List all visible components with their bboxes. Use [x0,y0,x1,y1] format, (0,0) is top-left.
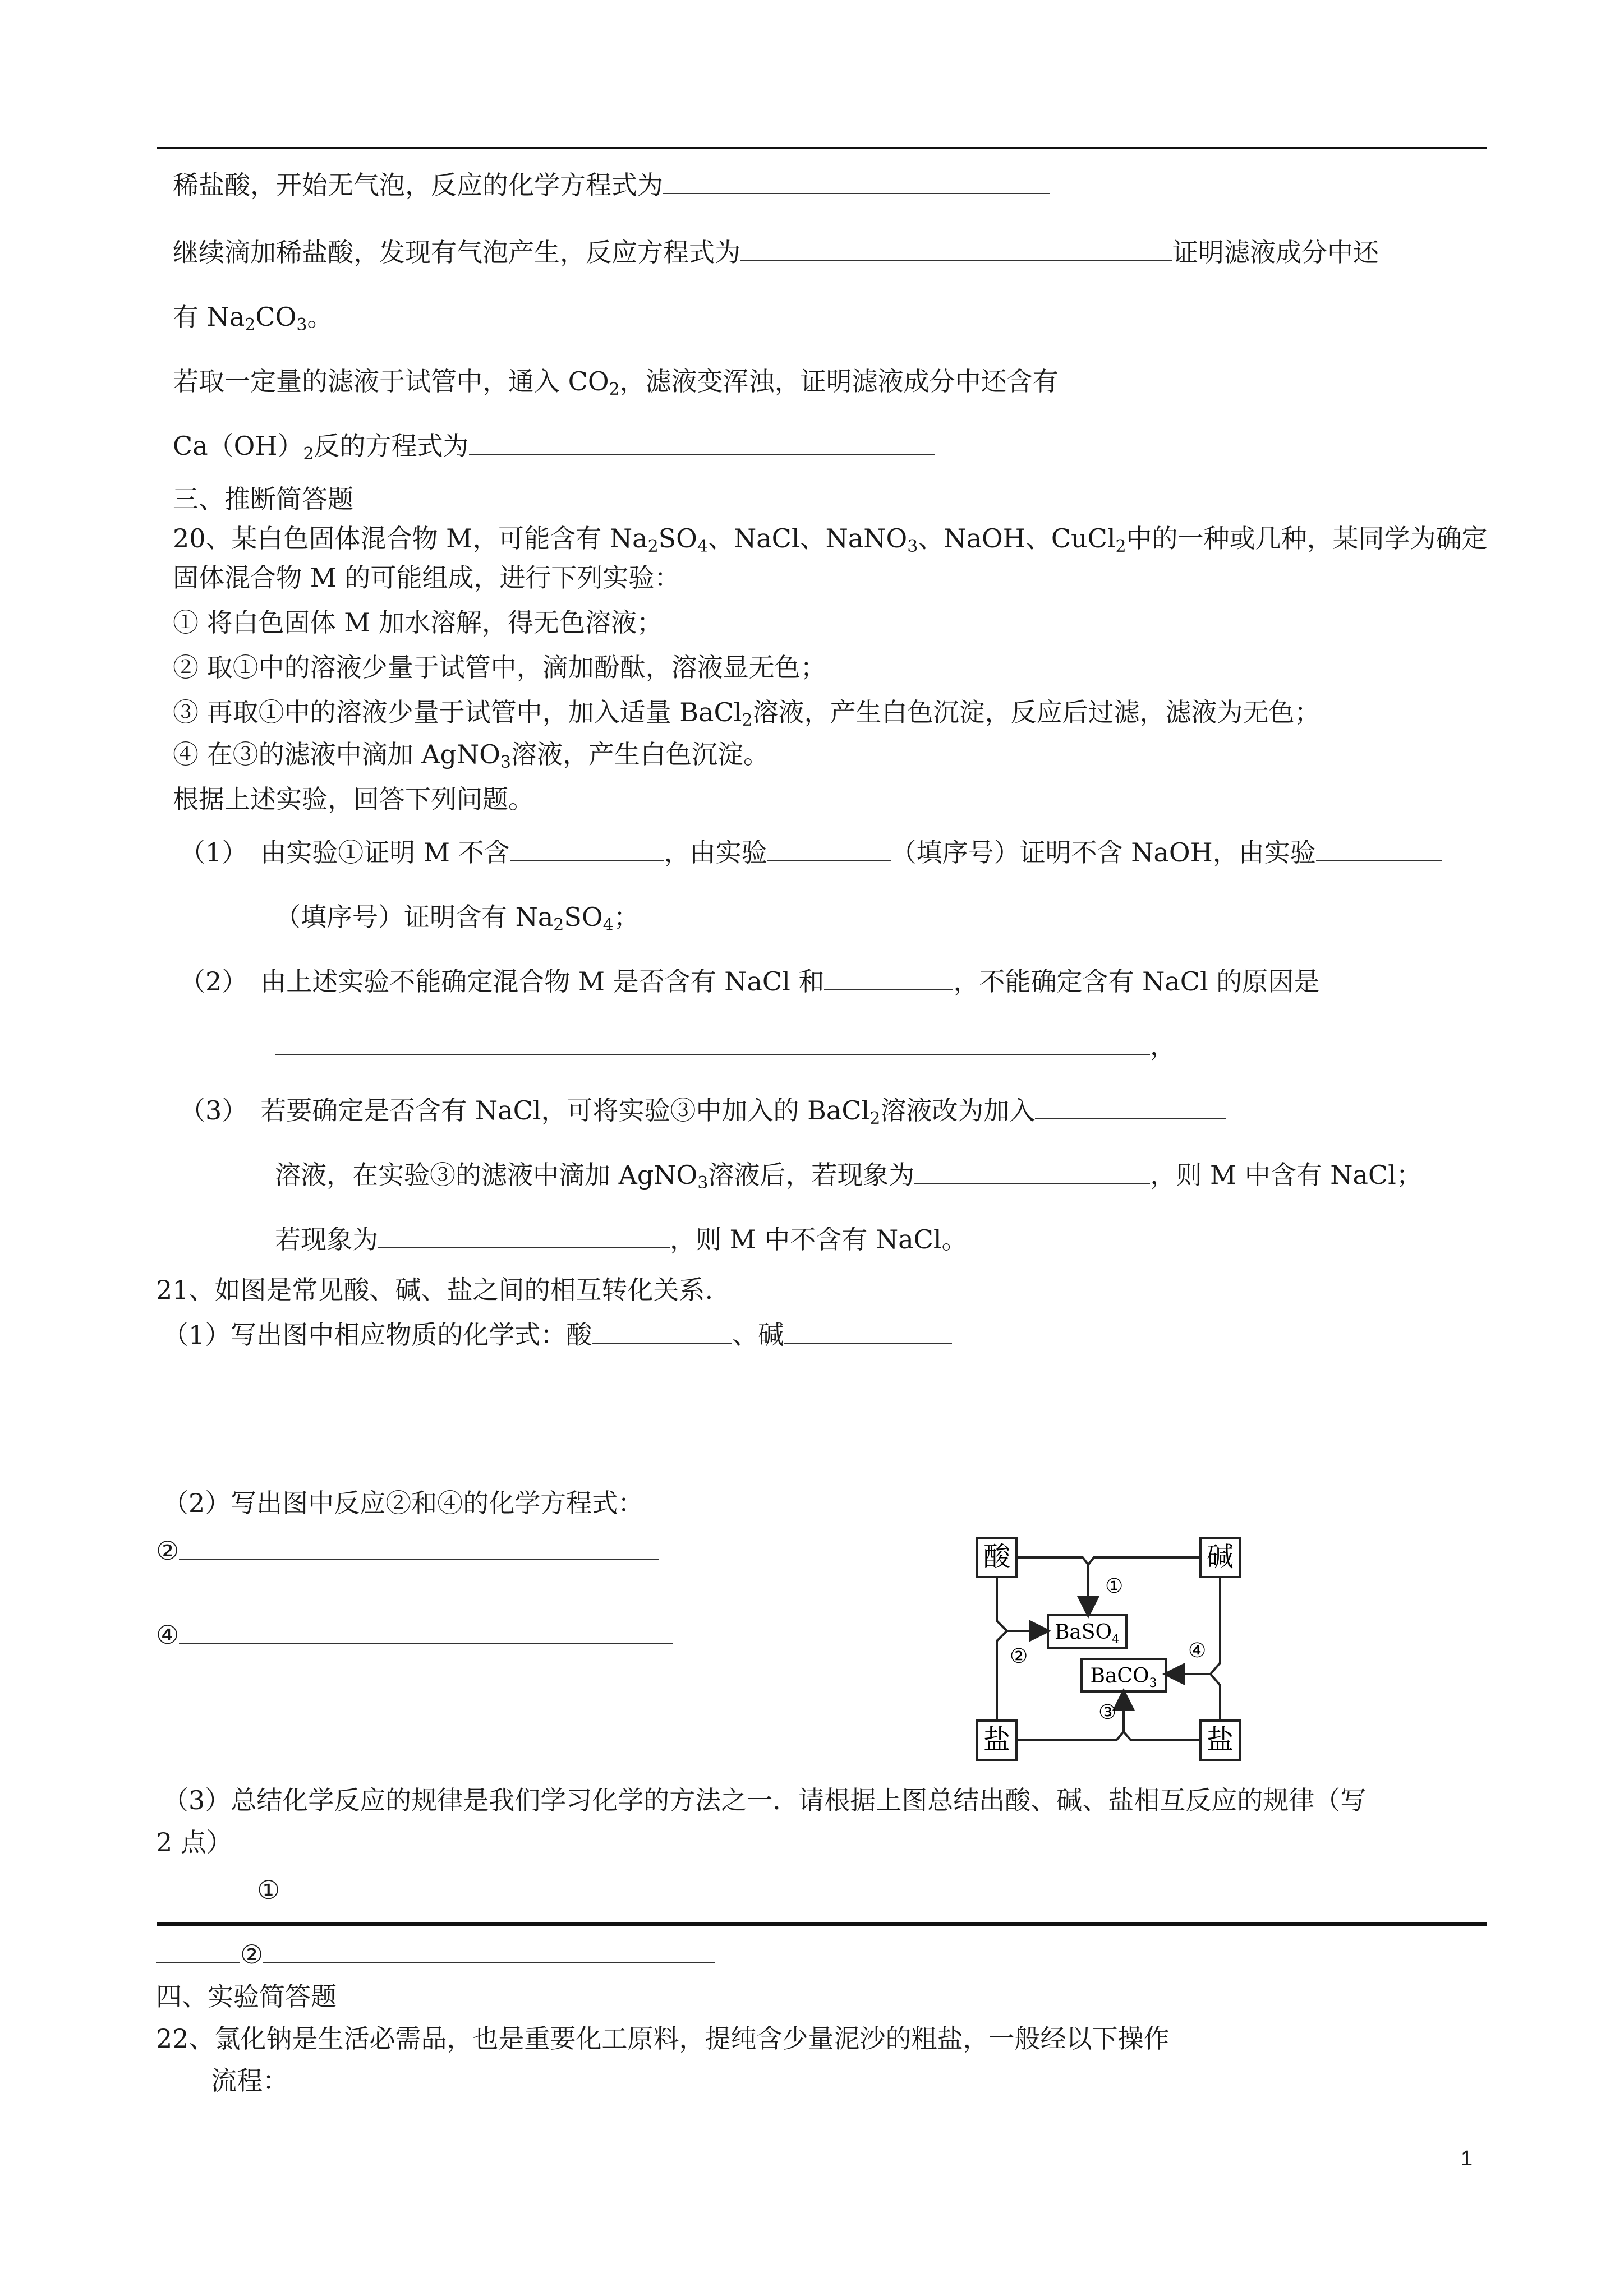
text: 继续滴加稀盐酸，发现有气泡产生，反应方程式为 [173,237,740,268]
answer-blank[interactable] [378,1223,670,1248]
salt-left-label: 盐 [983,1724,1011,1755]
rule-1-label: ① [257,1875,280,1905]
answer-blank[interactable] [469,429,935,455]
acid-base-salt-diagram [976,1537,1257,1772]
baco3-label: BaCO$_3$ [1090,1665,1157,1690]
base-label: 碱 [1206,1541,1234,1573]
answer-blank[interactable] [263,1938,715,1963]
question-21: 21、如图是常见酸、碱、盐之间的相互转化关系. [156,1275,714,1305]
acid-label: 酸 [983,1541,1011,1573]
answer-blank[interactable] [592,1318,732,1344]
page-number: 1 [1461,2147,1473,2170]
question-20: 20、某白色固体混合物 M，可能含有 $Na_2SO_4$、NaCl、NaNO$_3$、NaOH、CuCl$_2$中的一种或几种，某同学为确定 [173,523,1488,556]
top-rule [157,147,1487,149]
question-20-cont: 固体混合物 M 的可能组成，进行下列实验： [173,563,680,593]
part-3-cont: 溶液，在实验③的滤液中滴加 AgNO$_3$溶液后，若现象为 ，则 M 中含有 NaCl； [275,1158,1422,1192]
answer-blank[interactable] [510,836,664,861]
question-21-part-3: （3）总结化学反应的规律是我们学习化学的方法之一．请根据上图总结出酸、碱、盐相互反应的规律（写 [163,1785,1367,1815]
line-4: 若取一定量的滤液于试管中，通入 $CO_2$，滤液变浑浊，证明滤液成分中还含有 [173,366,1059,399]
part-3-cont-2: 若现象为 ，则 M 中不含有 NaCl。 [275,1223,968,1256]
part-2: （2） 由上述实验不能确定混合物 M 是否含有 NaCl 和 ，不能确定含有 NaCl 的原因是 [180,965,1319,998]
answer-blank[interactable] [179,1618,673,1644]
experiment-3: ③ 再取①中的溶液少量于试管中，加入适量 BaCl$_2$溶液，产生白色沉淀，反应后过滤，滤液为无色； [173,697,1321,730]
section-4-heading: 四、实验简答题 [156,1981,337,2012]
section-3-heading: 三、推断简答题 [173,484,353,514]
question-21-part-2: （2）写出图中反应②和④的化学方程式： [163,1488,644,1518]
answer-blank[interactable] [1035,1094,1226,1119]
salt-right-label: 盐 [1206,1724,1234,1755]
question-21-part-3-cont: 2 点） [156,1827,232,1857]
text: 证明滤液成分中还 [1172,237,1379,268]
line-1 [173,168,1050,202]
answer-blank[interactable] [1316,836,1442,861]
baso4-label: BaSO$_4$ [1054,1621,1120,1647]
reaction-4-label: ④ [1188,1639,1207,1662]
line-5: $Ca(OH)_2$反的方程式为 [173,429,935,463]
line-2 [173,236,1379,269]
question-22-cont: 流程： [211,2066,288,2096]
answer-blank[interactable] [784,1318,952,1344]
line-3: 有 $Na_2CO_3$。 [173,302,333,335]
reaction-1-label: ① [1105,1575,1124,1598]
question-21-part-1: （1）写出图中相应物质的化学式：酸 、碱 [163,1318,952,1352]
experiment-2: ② 取①中的溶液少量于试管中，滴加酚酞，溶液显无色； [173,652,826,683]
question-22: 22、氯化钠是生活必需品，也是重要化工原料，提纯含少量泥沙的粗盐，一般经以下操作 [156,2023,1170,2054]
text: 稀盐酸，开始无气泡，反应的化学方程式为 [173,170,663,200]
part-1: （1） 由实验①证明 M 不含 ，由实验 （填序号）证明不含 NaOH，由实验 [180,836,1442,869]
instruction: 根据上述实验，回答下列问题。 [173,784,534,814]
experiment-4: ④ 在③的滤液中滴加 AgNO$_3$溶液，产生白色沉淀。 [173,739,769,772]
reaction-3-label: ③ [1098,1701,1117,1724]
part-2-cont: ， [275,1029,1176,1063]
equation-2-line: ② [156,1534,659,1567]
answer-blank[interactable] [740,236,1172,261]
reaction-2-label: ② [1010,1645,1028,1668]
equation-4-line: ④ [156,1618,673,1652]
part-3: （3） 若要确定是否含有 NaCl，可将实验③中加入的 BaCl$_2$溶液改为加入 [180,1094,1226,1127]
answer-blank[interactable] [824,965,953,990]
part-1-cont: （填序号）证明含有 $Na_2SO_4$； [275,902,640,935]
rule-2-line: ② [156,1938,715,1971]
answer-blank[interactable] [156,1938,240,1963]
answer-blank[interactable] [914,1158,1150,1184]
answer-blank[interactable] [767,836,891,861]
answer-blank[interactable] [275,1029,1150,1055]
mid-rule [157,1922,1487,1926]
answer-blank[interactable] [663,168,1050,194]
experiment-1: ① 将白色固体 M 加水溶解，得无色溶液； [173,607,663,638]
answer-blank[interactable] [179,1534,659,1560]
